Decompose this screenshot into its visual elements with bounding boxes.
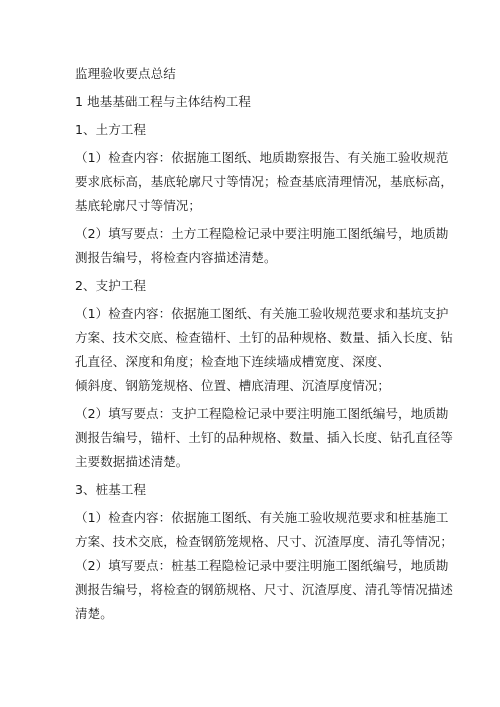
- paragraph-line: 测报告编号，将检查的钢筋规格、尺寸、沉渣厚度、清孔等情况描述: [75, 582, 454, 597]
- paragraph-line: 基底轮廓尺寸等情况；: [75, 198, 202, 213]
- section-heading-1: 1 地基基础工程与主体结构工程: [75, 94, 251, 109]
- paragraph-line: 倾斜度、钢筋笼规格、位置、槽底清理、沉渣厚度情况；: [75, 378, 391, 393]
- paragraph-line: 孔直径、深度和角度；检查地下连续墙成槽宽度、深度、: [75, 354, 391, 369]
- subsection-heading-support: 2、支护工程: [75, 278, 147, 293]
- paragraph-line: 清楚。: [75, 606, 113, 621]
- paragraph-line: （1）检查内容：依据施工图纸、地质勘察报告、有关施工验收规范: [75, 150, 449, 165]
- document-title: 监理验收要点总结: [75, 66, 176, 81]
- paragraph-line: 方案、技术交底，检查钢筋笼规格、尺寸、沉渣厚度、清孔等情况；: [75, 534, 454, 549]
- paragraph-line: 测报告编号，将检查内容描述清楚。: [75, 250, 277, 265]
- paragraph-line: （1）检查内容：依据施工图纸、有关施工验收规范要求和桩基施工: [75, 510, 449, 525]
- paragraph-line: （2）填写要点：支护工程隐检记录中要注明施工图纸编号，地质勘: [75, 406, 449, 421]
- paragraph-line: （2）填写要点：土方工程隐检记录中要注明施工图纸编号，地质勘: [75, 226, 449, 241]
- paragraph-line: 方案、技术交底、检查锚杆、土钉的品种规格、数量、插入长度、钻: [75, 330, 454, 345]
- paragraph-line: 要求底标高，基底轮廓尺寸等情况；检查基底清理情况，基底标高，: [75, 174, 454, 189]
- subsection-heading-earthwork: 1、土方工程: [75, 122, 147, 137]
- paragraph-line: 测报告编号，锚杆、土钉的品种规格、数量、插入长度、钻孔直径等: [75, 430, 454, 445]
- paragraph-line: 主要数据描述清楚。: [75, 454, 189, 469]
- subsection-heading-pile: 3、桩基工程: [75, 482, 147, 497]
- document-body: [75, 62, 454, 626]
- paragraph-line: （2）填写要点：桩基工程隐检记录中要注明施工图纸编号，地质勘: [75, 558, 449, 573]
- paragraph-line: （1）检查内容：依据施工图纸、有关施工验收规范要求和基坑支护: [75, 306, 449, 321]
